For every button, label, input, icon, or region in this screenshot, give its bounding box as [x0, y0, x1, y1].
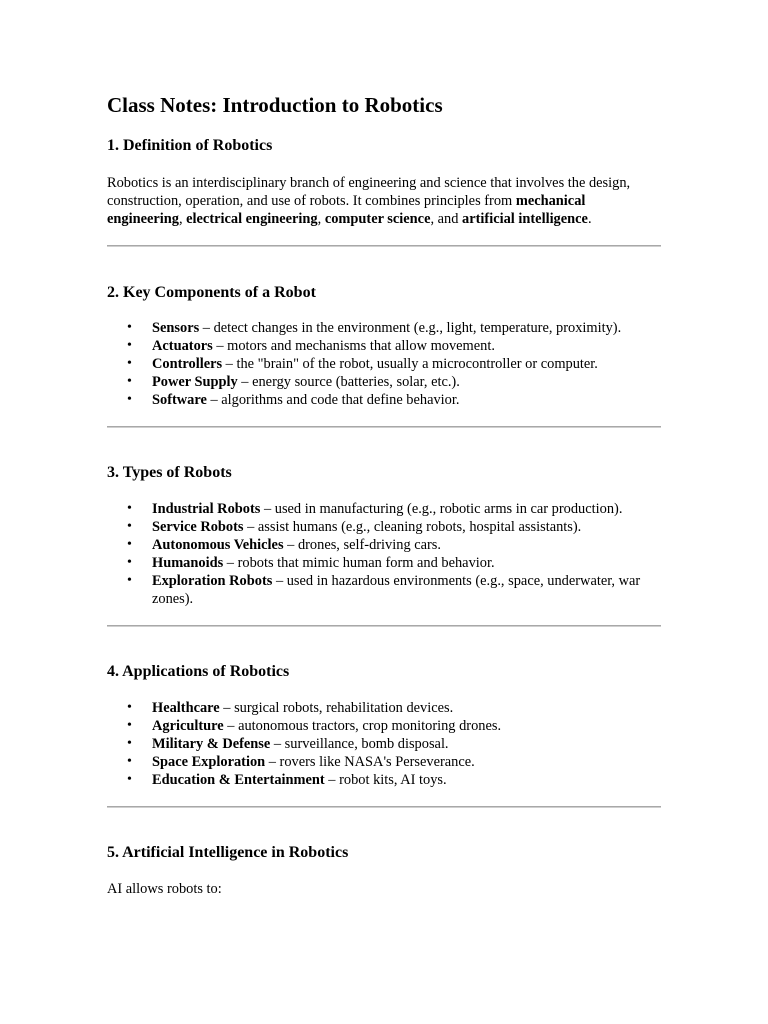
list-item-term: Power Supply	[152, 374, 238, 390]
list-item	[107, 373, 663, 391]
list-item-term: Service Robots	[152, 519, 244, 535]
list-item	[107, 554, 663, 572]
list-item-desc: – robot kits, AI toys.	[324, 772, 447, 788]
ai-intro-paragraph: AI allows robots to:	[107, 881, 222, 897]
page-title: Class Notes: Introduction to Robotics	[107, 93, 443, 117]
list-item	[107, 753, 663, 771]
list-item-term: Education & Entertainment	[152, 772, 325, 788]
section-heading-types: 3. Types of Robots	[107, 464, 232, 481]
list-item-desc: – robots that mimic human form and behavior.	[223, 555, 495, 571]
list-item-desc: – drones, self-driving cars.	[283, 537, 442, 553]
list-item	[107, 319, 663, 337]
list-item-term: Industrial Robots	[152, 501, 261, 517]
section-heading-definition: 1. Definition of Robotics	[107, 137, 273, 154]
definition-text: Robotics is an interdisciplinary branch of engineering and science that involves the design, construction, operation, and use of robots. It combines principles from	[107, 175, 631, 209]
list-item-term: Humanoids	[152, 555, 224, 571]
list-item-term: Healthcare	[152, 700, 220, 716]
list-item-term: Actuators	[152, 338, 213, 354]
list-item	[107, 572, 663, 608]
list-item-desc: – assist humans (e.g., cleaning robots, hospital assistants).	[243, 519, 582, 535]
list-item-desc: – motors and mechanisms that allow movement.	[212, 338, 495, 354]
list-item-term: Agriculture	[152, 718, 224, 734]
section-divider	[107, 245, 661, 247]
list-item-desc: – surgical robots, rehabilitation devices.	[219, 700, 454, 716]
separator-text: , and	[430, 211, 463, 227]
term-mechanical-engineering: mechanical engineering	[107, 193, 586, 227]
list-item-term: Autonomous Vehicles	[152, 537, 284, 553]
types-list	[107, 500, 663, 608]
term-computer-science: computer science	[324, 211, 431, 227]
list-item	[107, 771, 663, 789]
list-item-desc: – autonomous tractors, crop monitoring drones.	[223, 718, 502, 734]
list-item-desc: – the "brain" of the robot, usually a microcontroller or computer.	[222, 356, 598, 372]
section-divider	[107, 625, 661, 627]
list-item-desc: – rovers like NASA's Perseverance.	[265, 754, 475, 770]
list-item-desc: – used in manufacturing (e.g., robotic arms in car production).	[260, 501, 623, 517]
list-item-term: Exploration Robots	[152, 573, 273, 589]
list-item-term: Space Exploration	[152, 754, 266, 770]
list-item-desc: – energy source (batteries, solar, etc.).	[237, 374, 460, 390]
section-divider	[107, 426, 661, 428]
term-electrical-engineering: electrical engineering	[186, 211, 318, 227]
list-item-desc: – algorithms and code that define behavior.	[206, 392, 460, 408]
list-item-term: Military & Defense	[152, 736, 271, 752]
list-item	[107, 355, 663, 373]
list-item-term: Software	[152, 392, 207, 408]
list-item-desc: – detect changes in the environment (e.g., light, temperature, proximity).	[199, 320, 622, 336]
list-item	[107, 699, 663, 717]
list-item-term: Sensors	[152, 320, 200, 336]
period-text: .	[587, 211, 592, 227]
list-item-desc: – surveillance, bomb disposal.	[270, 736, 449, 752]
definition-paragraph	[107, 174, 663, 228]
list-item	[107, 337, 663, 355]
list-item-desc: – used in hazardous environments (e.g., space, underwater, war zones).	[152, 573, 641, 607]
list-item	[107, 536, 663, 554]
list-item	[107, 717, 663, 735]
list-item	[107, 391, 663, 409]
list-item-term: Controllers	[152, 356, 223, 372]
applications-list	[107, 699, 663, 789]
section-divider	[107, 806, 661, 808]
term-artificial-intelligence: artificial intelligence	[462, 211, 588, 227]
list-item	[107, 518, 663, 536]
list-item	[107, 735, 663, 753]
list-item	[107, 500, 663, 518]
section-heading-ai: 5. Artificial Intelligence in Robotics	[107, 844, 349, 861]
separator-text: ,	[317, 211, 325, 227]
section-heading-components: 2. Key Components of a Robot	[107, 284, 316, 301]
components-list	[107, 319, 663, 409]
separator-text: ,	[178, 211, 187, 227]
section-heading-applications: 4. Applications of Robotics	[107, 663, 290, 680]
